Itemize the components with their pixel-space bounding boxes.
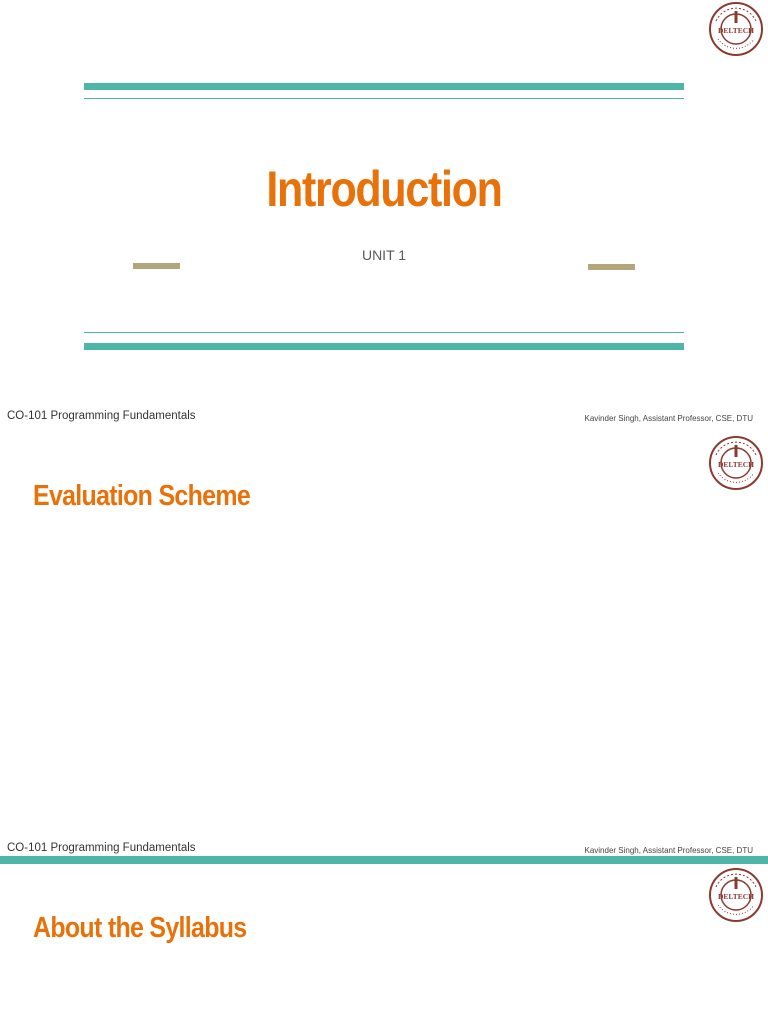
slide-evaluation xyxy=(0,432,768,864)
course-footer: CO-101 Programming Fundamentals xyxy=(7,410,196,422)
dtu-logo-icon xyxy=(708,435,764,491)
author-footer: Kavinder Singh, Assistant Professor, CSE, DTU xyxy=(584,414,753,423)
slide-subtitle: UNIT 1 xyxy=(361,247,407,263)
svg-text:DELTECH: DELTECH xyxy=(718,892,754,901)
author-footer: Kavinder Singh, Assistant Professor, CSE, DTU xyxy=(584,846,753,855)
slide-separator xyxy=(0,856,768,864)
slide-syllabus xyxy=(0,864,768,1024)
section-title: About the Syllabus xyxy=(33,912,247,944)
slide-title-text: Introduction xyxy=(266,161,502,217)
course-footer: CO-101 Programming Fundamentals xyxy=(7,842,196,854)
svg-text:DELTECH: DELTECH xyxy=(718,460,754,469)
top-divider-thick xyxy=(84,83,684,90)
bottom-divider-thick xyxy=(84,343,684,350)
right-dash xyxy=(588,264,635,270)
dtu-logo-icon xyxy=(708,867,764,923)
slide-title xyxy=(0,0,768,432)
svg-text:DELTECH: DELTECH xyxy=(718,26,754,35)
top-divider-thin xyxy=(84,98,684,99)
section-title: Evaluation Scheme xyxy=(33,480,251,512)
bottom-divider-thin xyxy=(84,332,684,333)
left-dash xyxy=(133,263,180,269)
dtu-logo-icon xyxy=(708,1,764,57)
